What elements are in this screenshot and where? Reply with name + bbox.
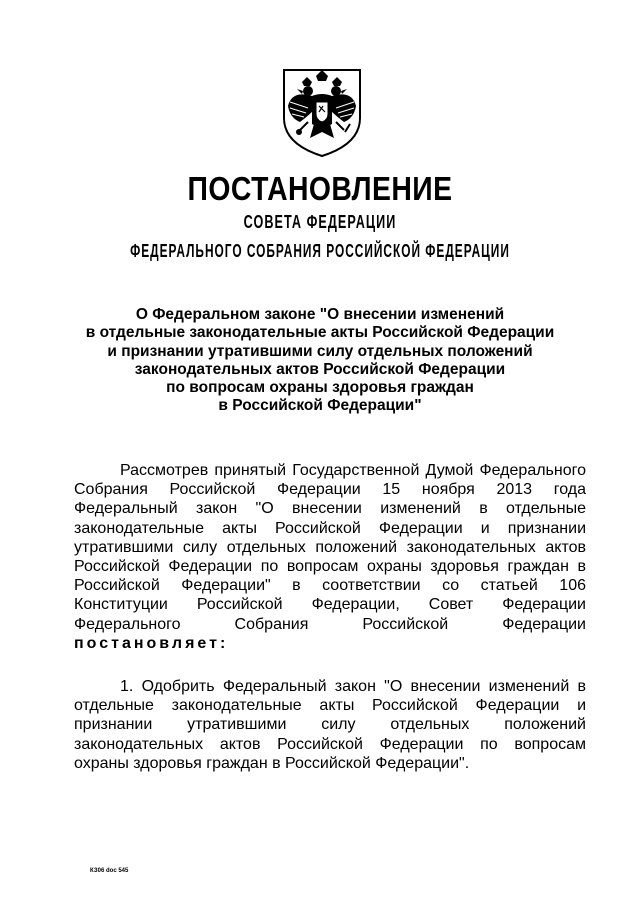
paragraph-line: охраны здоровья граждан в Российской Федерации". [74,754,470,772]
paragraph-line: Собрания Российской Федерации 15 ноября 2013 года [74,481,586,499]
subject-line: в отдельные законодательные акты Российской Федерации [85,324,555,342]
paragraph-line: Российской Федерации по вопросам охраны здоровья граждан в [74,557,586,575]
document-title: ПОСТАНОВЛЕНИЕ [187,170,453,207]
paragraph-line: признании утратившими силу отдельных положений [74,716,586,734]
coat-of-arms-icon [278,66,366,158]
paragraph-line: законодательные акты Российской Федерации и признании [74,519,586,537]
subject-line: О Федеральном законе "О внесении изменений [135,306,505,323]
paragraph-line: 1. Одобрить Федеральный закон "О внесении изменений в [120,678,586,695]
preamble-paragraph [74,461,586,653]
document-subtitle-council: СОВЕТА ФЕДЕРАЦИИ [243,212,397,232]
document-subject [0,306,640,416]
paragraph-line: Российской Федерации" в соответствии со статьей 106 [74,577,586,595]
paragraph-line: законодательных актов Российской Федерации по вопросам [74,735,586,753]
resolution-item-1 [74,677,586,773]
footer-document-code: КЗ06 doc 545 [90,868,129,874]
document-subtitle-assembly: ФЕДЕРАЛЬНОГО СОБРАНИЯ РОССИЙСКОЙ ФЕДЕРАЦИИ [130,241,510,261]
subject-line: по вопросам охраны здоровья граждан [166,379,474,397]
paragraph-line: Федерального Собрания Российской Федерации [74,615,586,633]
subject-line: и признании утратившими силу отдельных положений [107,342,533,360]
subject-line: в Российской Федерации" [218,397,422,415]
paragraph-line: Конституции Российской Федерации, Совет Федерации [74,596,586,614]
decree-word [74,634,586,653]
subject-line: законодательных актов Российской Федерации [134,360,506,378]
paragraph-line: Федеральный закон "О внесении изменений в отдельные [74,500,586,518]
paragraph-line: утратившими силу отдельных положений законодательных актов [74,538,586,556]
paragraph-line: отдельные законодательные акты Российской Федерации и [74,697,586,715]
paragraph-line: Рассмотрев принятый Государственной Думой Федерального [120,462,586,479]
decree-word-text: постановляет: [74,634,229,652]
